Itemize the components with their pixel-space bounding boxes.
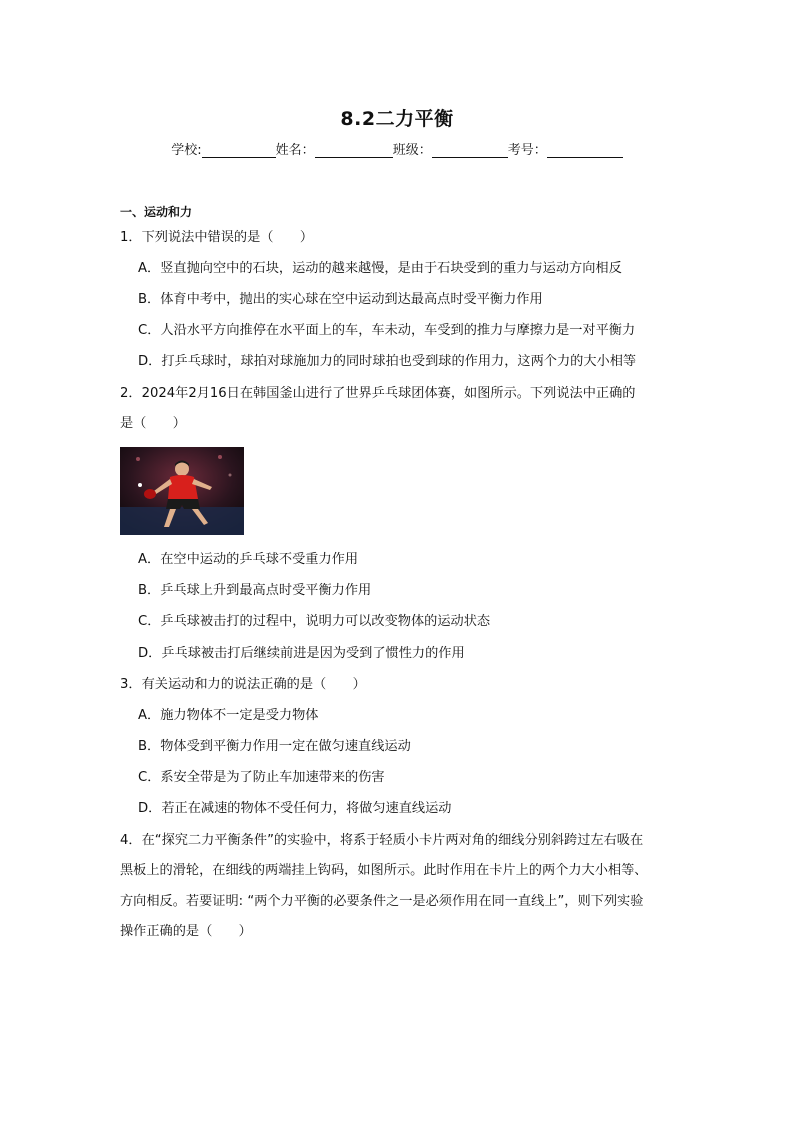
question-1-option-a: A．竖直抛向空中的石块，运动的越来越慢，是由于石块受到的重力与运动方向相反 xyxy=(138,261,622,276)
question-3-option-b: B．物体受到平衡力作用一定在做匀速直线运动 xyxy=(138,739,411,754)
student-info-line xyxy=(0,139,794,158)
question-2-option-c: C．乒乓球被击打的过程中，说明力可以改变物体的运动状态 xyxy=(138,614,491,629)
question-4-line-2: 黑板上的滑轮，在细线的两端挂上钩码，如图所示。此时作用在卡片上的两个力大小相等、 xyxy=(120,863,648,878)
table-tennis-player-photo xyxy=(120,447,244,535)
class-blank[interactable] xyxy=(432,143,508,158)
question-4-line-3: 方向相反。若要证明: “两个力平衡的必要条件之一是必须作用在同一直线上”，则下列实验 xyxy=(120,894,644,909)
name-label: 姓名： xyxy=(275,143,315,158)
question-1-stem: 1．下列说法中错误的是（ ） xyxy=(120,230,314,245)
question-2-option-d: D．乒乓球被击打后继续前进是因为受到了惯性力的作用 xyxy=(138,646,465,661)
question-1-option-d: D．打乒乓球时，球拍对球施加力的同时球拍也受到球的作用力，这两个力的大小相等 xyxy=(138,354,637,369)
school-label: 学校: xyxy=(171,143,202,158)
question-4-line-4: 操作正确的是（ ） xyxy=(120,924,252,939)
question-3-option-a: A．施力物体不一定是受力物体 xyxy=(138,708,319,723)
photo-illustration xyxy=(120,447,244,535)
question-4-line-1: 4．在“探究二力平衡条件”的实验中，将系于轻质小卡片两对角的细线分别斜跨过左右吸在 xyxy=(120,833,644,848)
question-3-stem: 3．有关运动和力的说法正确的是（ ） xyxy=(120,677,366,692)
question-2-stem-line-1: 2．2024年2月16日在韩国釜山进行了世界乒乓球团体赛，如图所示。下列说法中正确的 xyxy=(120,386,636,401)
class-label: 班级： xyxy=(392,143,432,158)
question-1-option-c: C．人沿水平方向推停在水平面上的车，车未动，车受到的推力与摩擦力是一对平衡力 xyxy=(138,323,636,338)
question-3-option-d: D．若正在减速的物体不受任何力，将做匀速直线运动 xyxy=(138,801,452,816)
page-title: 8.2二力平衡 xyxy=(340,108,454,130)
number-blank[interactable] xyxy=(547,143,623,158)
question-2-stem-line-2: 是（ ） xyxy=(120,416,186,431)
name-blank[interactable] xyxy=(315,143,393,158)
section-heading: 一、运动和力 xyxy=(120,205,193,219)
number-label: 考号： xyxy=(507,143,547,158)
question-3-option-c: C．系安全带是为了防止车加速带来的伤害 xyxy=(138,770,385,785)
school-blank[interactable] xyxy=(202,143,276,158)
question-2-option-b: B．乒乓球上升到最高点时受平衡力作用 xyxy=(138,583,372,598)
question-1-option-b: B．体育中考中，抛出的实心球在空中运动到达最高点时受平衡力作用 xyxy=(138,292,543,307)
question-2-option-a: A．在空中运动的乒乓球不受重力作用 xyxy=(138,552,359,567)
